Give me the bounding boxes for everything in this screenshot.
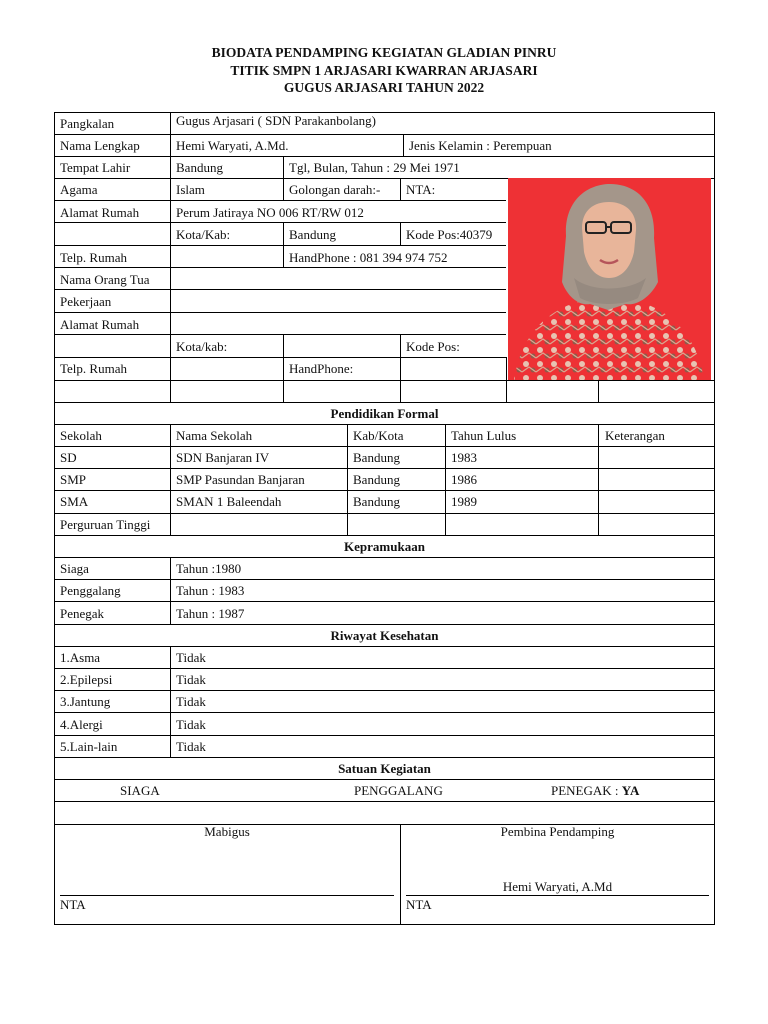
kota-kab-label: Kota/Kab: <box>176 227 231 242</box>
kesehatan-item: 1.Asma <box>60 650 101 665</box>
table-rule <box>54 156 715 157</box>
tempat-lahir-label: Tempat Lahir <box>60 160 131 175</box>
table-rule <box>54 757 715 758</box>
pendidikan-sekolah: Perguruan Tinggi <box>60 517 151 532</box>
table-rule <box>54 601 715 602</box>
table-rule <box>54 402 715 403</box>
table-rule <box>54 535 715 536</box>
table-rule <box>54 490 715 491</box>
table-rule <box>283 156 284 178</box>
table-rule <box>54 557 715 558</box>
pekerjaan-label: Pekerjaan <box>60 294 112 309</box>
pendidikan-header-nama: Nama Sekolah <box>176 428 253 443</box>
agama-label: Agama <box>60 182 98 197</box>
pendidikan-header-kota: Kab/Kota <box>353 428 404 443</box>
nta-mabigus: NTA <box>60 897 86 912</box>
agama-value: Islam <box>176 182 205 197</box>
kesehatan-status: Tidak <box>176 672 206 687</box>
table-rule <box>54 712 715 713</box>
satuan-heading: Satuan Kegiatan <box>338 761 431 776</box>
satuan-siaga: SIAGA <box>120 783 160 798</box>
table-rule <box>54 668 715 669</box>
table-rule <box>54 112 55 925</box>
table-rule <box>54 446 715 447</box>
nama-lengkap-label: Nama Lengkap <box>60 138 140 153</box>
table-rule <box>506 357 507 402</box>
table-rule <box>54 334 506 335</box>
telp-ortu-label: Telp. Rumah <box>60 361 127 376</box>
title-line-3: GUGUS ARJASARI TAHUN 2022 <box>283 80 485 95</box>
table-rule <box>445 424 446 535</box>
table-rule <box>54 924 715 925</box>
table-rule <box>283 222 284 245</box>
pendidikan-tahun: 1986 <box>451 472 477 487</box>
pendidikan-nama: SDN Banjaran IV <box>176 450 270 465</box>
pendidikan-sekolah: SMP <box>60 472 87 487</box>
table-rule <box>54 200 506 201</box>
jenis-kelamin: Jenis Kelamin : Perempuan <box>409 138 552 153</box>
alamat-ortu-label: Alamat Rumah <box>60 317 140 332</box>
kode-pos: Kode Pos:40379 <box>406 227 493 242</box>
table-rule <box>400 824 401 925</box>
table-rule <box>170 112 171 402</box>
table-rule <box>283 245 284 267</box>
kesehatan-status: Tidak <box>176 739 206 754</box>
table-rule <box>54 735 715 736</box>
table-rule <box>170 646 171 758</box>
kode-pos-ortu-label: Kode Pos: <box>406 339 460 354</box>
pendidikan-kota: Bandung <box>353 494 400 509</box>
title-line-1: BIODATA PENDAMPING KEGIATAN GLADIAN PINRU <box>211 45 557 60</box>
table-rule <box>347 424 348 535</box>
kepramukaan-level: Penegak <box>60 606 105 621</box>
table-rule <box>54 357 506 358</box>
kesehatan-item: 2.Epilepsi <box>60 672 113 687</box>
kota-kab-value: Bandung <box>289 227 336 242</box>
pendidikan-kota: Bandung <box>353 472 400 487</box>
table-rule <box>400 178 401 200</box>
table-rule <box>54 267 506 268</box>
table-rule <box>283 334 284 402</box>
pendidikan-kota: Bandung <box>353 450 400 465</box>
table-rule <box>598 424 599 535</box>
table-rule <box>406 895 709 896</box>
kesehatan-item: 4.Alergi <box>60 717 103 732</box>
kepramukaan-tahun: Tahun : 1987 <box>176 606 245 621</box>
kepramukaan-tahun: Tahun : 1983 <box>176 583 245 598</box>
table-rule <box>170 424 171 535</box>
table-rule <box>400 357 401 402</box>
pendidikan-heading: Pendidikan Formal <box>330 406 439 421</box>
table-rule <box>60 895 394 896</box>
pendidikan-sekolah: SD <box>60 450 77 465</box>
kesehatan-heading: Riwayat Kesehatan <box>330 628 439 643</box>
kepramukaan-heading: Kepramukaan <box>344 539 425 554</box>
pendidikan-tahun: 1989 <box>451 494 477 509</box>
table-rule <box>54 289 506 290</box>
kesehatan-status: Tidak <box>176 694 206 709</box>
table-rule <box>54 222 506 223</box>
alamat-rumah-label: Alamat Rumah <box>60 205 140 220</box>
nta-pembina: NTA <box>406 897 432 912</box>
table-rule <box>283 178 284 200</box>
portrait-image <box>508 178 711 380</box>
nta-label: NTA: <box>406 182 436 197</box>
penegak-value: YA <box>621 783 640 798</box>
pendidikan-sekolah: SMA <box>60 494 89 509</box>
pembina-label: Pembina Pendamping <box>500 824 615 839</box>
profile-photo <box>508 178 711 380</box>
table-rule <box>54 801 715 802</box>
kesehatan-status: Tidak <box>176 717 206 732</box>
tanggal-lahir: Tgl, Bulan, Tahun : 29 Mei 1971 <box>289 160 460 175</box>
pangkalan-value: Gugus Arjasari ( SDN Parakanbolang) <box>176 113 377 128</box>
biodata-form <box>54 112 715 925</box>
handphone-ortu-label: HandPhone: <box>289 361 354 376</box>
table-rule <box>400 222 401 245</box>
tempat-lahir-value: Bandung <box>176 160 223 175</box>
mabigus-label: Mabigus <box>204 824 250 839</box>
kesehatan-item: 5.Lain-lain <box>60 739 118 754</box>
table-rule <box>403 134 404 156</box>
table-rule <box>54 380 715 381</box>
pembina-name: Hemi Waryati, A.Md <box>502 879 613 894</box>
kepramukaan-tahun: Tahun :1980 <box>176 561 242 576</box>
table-rule <box>54 646 715 647</box>
pendidikan-nama: SMAN 1 Baleendah <box>176 494 282 509</box>
kota-ortu-label: Kota/kab: <box>176 339 228 354</box>
table-rule <box>54 513 715 514</box>
kesehatan-status: Tidak <box>176 650 206 665</box>
golongan-darah: Golongan darah:- <box>289 182 381 197</box>
penegak-label: PENEGAK : <box>551 783 622 798</box>
pendidikan-tahun: 1983 <box>451 450 477 465</box>
table-rule <box>54 579 715 580</box>
pendidikan-header-keterangan: Keterangan <box>605 428 665 443</box>
satuan-penegak <box>551 783 639 798</box>
table-rule <box>54 779 715 780</box>
table-rule <box>54 690 715 691</box>
table-rule <box>54 134 715 135</box>
table-rule <box>54 245 506 246</box>
satuan-penggalang: PENGGALANG <box>354 783 443 798</box>
pendidikan-header-tahun: Tahun Lulus <box>451 428 517 443</box>
document-title <box>0 44 768 97</box>
table-rule <box>54 312 506 313</box>
alamat-rumah-value: Perum Jatiraya NO 006 RT/RW 012 <box>176 205 364 220</box>
table-rule <box>170 557 171 624</box>
kepramukaan-level: Siaga <box>60 561 89 576</box>
pangkalan-label: Pangkalan <box>60 116 115 131</box>
telp-rumah-label: Telp. Rumah <box>60 250 127 265</box>
kepramukaan-level: Penggalang <box>60 583 121 598</box>
kesehatan-item: 3.Jantung <box>60 694 111 709</box>
nama-orang-tua-label: Nama Orang Tua <box>60 272 150 287</box>
nama-lengkap-value: Hemi Waryati, A.Md. <box>176 138 289 153</box>
title-line-2: TITIK SMPN 1 ARJASARI KWARRAN ARJASARI <box>230 62 538 78</box>
table-rule <box>54 468 715 469</box>
pendidikan-header-sekolah: Sekolah <box>60 428 102 443</box>
table-rule <box>54 112 715 113</box>
table-rule <box>714 112 715 925</box>
handphone: HandPhone : 081 394 974 752 <box>289 250 448 265</box>
table-rule <box>54 424 715 425</box>
pendidikan-nama: SMP Pasundan Banjaran <box>176 472 305 487</box>
table-rule <box>54 624 715 625</box>
